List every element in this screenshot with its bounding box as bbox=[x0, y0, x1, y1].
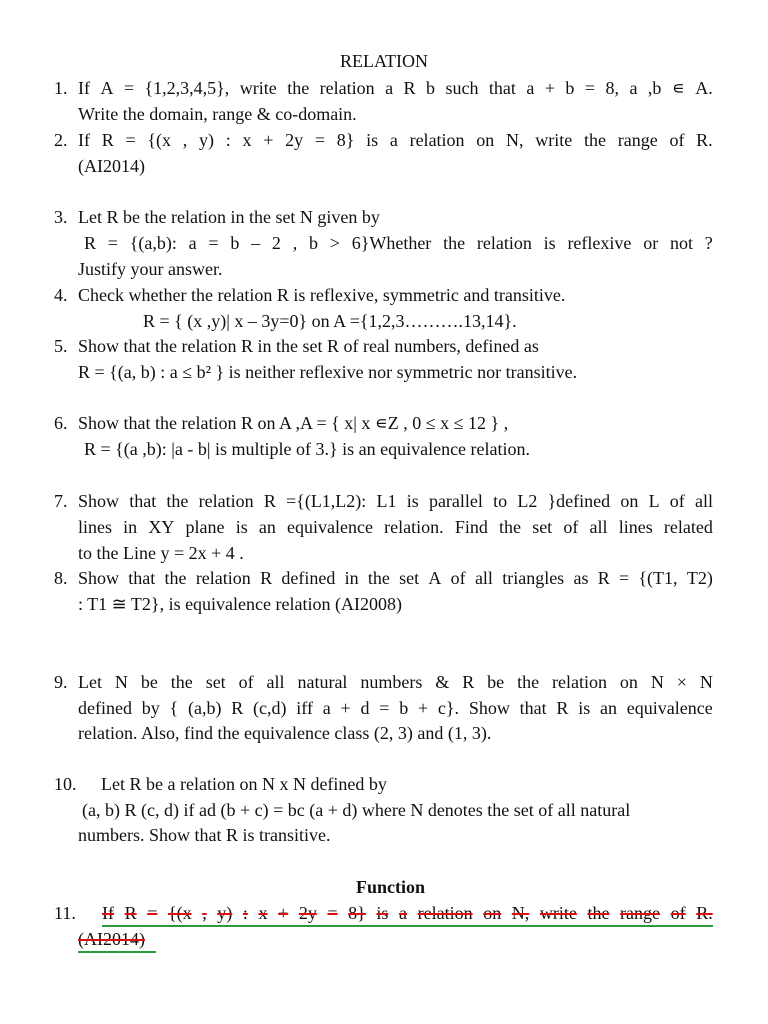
word: R bbox=[124, 903, 137, 923]
q5-line-1: Show that the relation R in the set R of real numbers, defined as bbox=[78, 336, 539, 356]
word: = bbox=[584, 78, 596, 98]
word: related bbox=[663, 517, 713, 537]
word: {1,2,3,4,5}, bbox=[144, 78, 230, 98]
q5-line-2: R = {(a, b) : a ≤ b² } is neither reflexive nor symmetric nor transitive. bbox=[78, 362, 578, 382]
word: the bbox=[517, 672, 540, 692]
word: { bbox=[169, 698, 179, 718]
word: is bbox=[235, 517, 248, 537]
word: L2 bbox=[517, 491, 538, 511]
word: is bbox=[543, 233, 556, 253]
word: all bbox=[266, 672, 285, 692]
word: (a,b) bbox=[187, 698, 222, 718]
word: }defined bbox=[547, 491, 611, 511]
word: A bbox=[428, 568, 442, 588]
word: be bbox=[140, 672, 158, 692]
word: Let bbox=[78, 672, 102, 692]
word: ∊ bbox=[671, 78, 685, 98]
word: an bbox=[258, 517, 276, 537]
word: equivalence bbox=[626, 698, 713, 718]
word: N bbox=[699, 672, 713, 692]
word: = bbox=[125, 130, 136, 150]
word: R bbox=[260, 568, 273, 588]
word: on bbox=[619, 672, 638, 692]
q1-number: 1. bbox=[54, 78, 68, 98]
word: = bbox=[379, 698, 390, 718]
q8-number: 8. bbox=[54, 568, 68, 588]
word: is bbox=[578, 698, 591, 718]
word: d bbox=[360, 698, 370, 718]
word: the bbox=[287, 78, 310, 98]
page-title: RELATION bbox=[340, 51, 428, 71]
word: , bbox=[182, 130, 188, 150]
word: defined bbox=[78, 698, 132, 718]
q6-number: 6. bbox=[54, 413, 68, 433]
word: = bbox=[123, 78, 135, 98]
word: + bbox=[278, 903, 289, 923]
word: + bbox=[263, 130, 274, 150]
word: – bbox=[251, 233, 261, 253]
q3-line-2 bbox=[84, 232, 713, 254]
word: is bbox=[406, 491, 419, 511]
word: R bbox=[84, 233, 97, 253]
word: range bbox=[620, 903, 661, 923]
word: XY bbox=[148, 517, 175, 537]
word: set bbox=[205, 672, 226, 692]
word: a bbox=[322, 698, 331, 718]
word: set bbox=[532, 517, 553, 537]
section-heading-function: Function bbox=[356, 877, 426, 897]
word: x bbox=[242, 130, 252, 150]
word: all bbox=[589, 517, 608, 537]
word: , bbox=[292, 233, 298, 253]
word: R bbox=[231, 698, 244, 718]
word: is bbox=[376, 903, 389, 923]
word: b bbox=[565, 78, 575, 98]
word: N, bbox=[511, 903, 530, 923]
word: b bbox=[230, 233, 240, 253]
word: natural bbox=[297, 672, 348, 692]
word: to bbox=[493, 491, 508, 511]
word: Show bbox=[78, 491, 120, 511]
q4-line-2: R = { (x ,y)| x – 3y=0} on A ={1,2,3……….13,14}. bbox=[143, 311, 517, 331]
word: the bbox=[443, 233, 466, 253]
word: R bbox=[556, 698, 569, 718]
word: or bbox=[643, 233, 659, 253]
q8-line-1 bbox=[78, 567, 713, 589]
word: ? bbox=[704, 233, 713, 253]
word: of bbox=[238, 672, 254, 692]
word: A bbox=[100, 78, 114, 98]
word: ,b bbox=[647, 78, 662, 98]
word: R bbox=[462, 672, 475, 692]
word: If bbox=[78, 78, 90, 98]
q2-line-1 bbox=[78, 129, 713, 151]
word: that bbox=[519, 698, 547, 718]
word: = bbox=[147, 903, 158, 923]
word: y) bbox=[198, 130, 214, 150]
word: a bbox=[399, 903, 408, 923]
word: 8} bbox=[348, 903, 366, 923]
q11-line-2: (AI2014) bbox=[78, 929, 145, 949]
q2-number: 2. bbox=[54, 130, 68, 150]
word: range bbox=[617, 130, 658, 150]
word: as bbox=[573, 568, 589, 588]
q5-number: 5. bbox=[54, 336, 68, 356]
word: is bbox=[366, 130, 379, 150]
word: + bbox=[417, 698, 429, 718]
word: write bbox=[539, 903, 577, 923]
word: of bbox=[669, 491, 685, 511]
word: write bbox=[239, 78, 277, 98]
q6-line-1: Show that the relation R on A ,A = { x| x ∊Z , 0 ≤ x ≤ 12 } , bbox=[78, 413, 509, 433]
word: Show bbox=[468, 698, 510, 718]
q4-line-1: Check whether the relation R is reflexive, symmetric and transitive. bbox=[78, 285, 566, 305]
word: = bbox=[314, 130, 325, 150]
word: 2y bbox=[298, 903, 317, 923]
word: : bbox=[225, 130, 231, 150]
word: on bbox=[476, 130, 495, 150]
word: 8, bbox=[605, 78, 619, 98]
word: R. bbox=[696, 903, 713, 923]
word: {(a,b): bbox=[129, 233, 177, 253]
word: of bbox=[670, 903, 686, 923]
word: parallel bbox=[428, 491, 483, 511]
word: {(x bbox=[167, 903, 192, 923]
word: the bbox=[170, 672, 193, 692]
word: , bbox=[202, 903, 207, 923]
word: : bbox=[242, 903, 248, 923]
word: the bbox=[499, 517, 522, 537]
word: 6}Whether bbox=[351, 233, 432, 253]
word: the bbox=[166, 491, 189, 511]
q7-line-3: to the Line y = 2x + 4 . bbox=[78, 543, 244, 563]
q11-number: 11. bbox=[54, 903, 76, 923]
q3-number: 3. bbox=[54, 207, 68, 227]
word: y) bbox=[217, 903, 233, 923]
word: lines bbox=[618, 517, 653, 537]
word: L1 bbox=[376, 491, 397, 511]
word: triangles bbox=[502, 568, 565, 588]
word: reflexive bbox=[567, 233, 632, 253]
word: the bbox=[583, 130, 606, 150]
word: of bbox=[669, 130, 685, 150]
word: R. bbox=[696, 130, 713, 150]
q10-line-1: Let R be a relation on N x N defined by bbox=[101, 774, 387, 794]
word: N, bbox=[506, 130, 524, 150]
word: If bbox=[102, 903, 114, 923]
word: that bbox=[129, 491, 157, 511]
word: the bbox=[367, 568, 390, 588]
q4-number: 4. bbox=[54, 285, 68, 305]
word: the bbox=[164, 568, 187, 588]
word: + bbox=[340, 698, 351, 718]
word: numbers bbox=[360, 672, 423, 692]
q9-line-3: relation. Also, find the equivalence class (2, 3) and (1, 3). bbox=[78, 723, 492, 743]
word: that bbox=[488, 78, 516, 98]
word: lines bbox=[78, 517, 112, 537]
word: an bbox=[600, 698, 617, 718]
word: of bbox=[563, 517, 579, 537]
word: N bbox=[114, 672, 128, 692]
word: relation bbox=[552, 672, 607, 692]
word: & bbox=[435, 672, 450, 692]
word: set bbox=[399, 568, 420, 588]
word: R bbox=[263, 491, 276, 511]
word: 2y bbox=[285, 130, 304, 150]
word: relation bbox=[319, 78, 375, 98]
q9-number: 9. bbox=[54, 672, 68, 692]
word: be bbox=[487, 672, 505, 692]
word: > bbox=[329, 233, 340, 253]
word: by bbox=[141, 698, 160, 718]
word: the bbox=[587, 903, 610, 923]
word: all bbox=[694, 491, 713, 511]
word: relation bbox=[198, 491, 254, 511]
q6-line-2: R = {(a ,b): |a - b| is multiple of 3.} is an equivalence relation. bbox=[84, 439, 531, 459]
word: 2 bbox=[271, 233, 281, 253]
word: Find bbox=[454, 517, 488, 537]
q7-number: 7. bbox=[54, 491, 68, 511]
word: a bbox=[629, 78, 638, 98]
word: equivalence bbox=[287, 517, 373, 537]
word: {(T1, bbox=[638, 568, 678, 588]
word: {(x bbox=[147, 130, 172, 150]
word: iff bbox=[296, 698, 313, 718]
word: ={(L1,L2): bbox=[286, 491, 367, 511]
word: + bbox=[544, 78, 555, 98]
word: not bbox=[669, 233, 693, 253]
word: = bbox=[208, 233, 219, 253]
word: relation bbox=[195, 568, 251, 588]
word: A. bbox=[695, 78, 713, 98]
q9-line-2 bbox=[78, 697, 713, 719]
q11-line-2-underline bbox=[78, 951, 156, 953]
q10-line-3: numbers. Show that R is transitive. bbox=[78, 825, 331, 845]
q1-line-1 bbox=[78, 77, 713, 99]
word: b bbox=[426, 78, 435, 98]
word: = bbox=[107, 233, 118, 253]
word: in bbox=[123, 517, 138, 537]
q7-line-1 bbox=[78, 490, 713, 512]
word: a bbox=[385, 78, 394, 98]
q10-number: 10. bbox=[54, 774, 77, 794]
word: L bbox=[648, 491, 660, 511]
q3-line-1: Let R be the relation in the set N given by bbox=[78, 207, 380, 227]
word: a bbox=[526, 78, 535, 98]
word: If bbox=[78, 130, 90, 150]
word: N bbox=[650, 672, 664, 692]
word: b bbox=[399, 698, 409, 718]
word: on bbox=[620, 491, 639, 511]
word: relation bbox=[476, 233, 532, 253]
q11-line-1-underline bbox=[102, 925, 713, 927]
word: x bbox=[258, 903, 268, 923]
q11-line-1 bbox=[102, 902, 713, 924]
word: (c,d) bbox=[253, 698, 287, 718]
word: = bbox=[619, 568, 630, 588]
word: R bbox=[403, 78, 416, 98]
word: on bbox=[483, 903, 502, 923]
word: × bbox=[676, 672, 687, 692]
word: relation. bbox=[384, 517, 444, 537]
word: of bbox=[450, 568, 466, 588]
word: b bbox=[308, 233, 318, 253]
word: in bbox=[344, 568, 359, 588]
word: a bbox=[188, 233, 197, 253]
word: write bbox=[535, 130, 573, 150]
q10-line-2: (a, b) R (c, d) if ad (b + c) = bc (a + d) where N denotes the set of all natural bbox=[82, 800, 631, 820]
word: a bbox=[389, 130, 398, 150]
word: relation bbox=[417, 903, 473, 923]
word: R bbox=[597, 568, 610, 588]
word: = bbox=[327, 903, 338, 923]
word: all bbox=[474, 568, 493, 588]
q2-line-2: (AI2014) bbox=[78, 156, 145, 176]
word: plane bbox=[185, 517, 225, 537]
word: Show bbox=[78, 568, 120, 588]
word: R bbox=[101, 130, 114, 150]
word: 8} bbox=[336, 130, 355, 150]
q7-line-2 bbox=[78, 516, 713, 538]
word: that bbox=[128, 568, 156, 588]
q1-line-2: Write the domain, range & co-domain. bbox=[78, 104, 357, 124]
q8-line-2: : T1 ≅ T2}, is equivalence relation (AI2008) bbox=[78, 594, 402, 614]
word: relation bbox=[409, 130, 465, 150]
word: T2) bbox=[686, 568, 713, 588]
q9-line-1 bbox=[78, 671, 713, 693]
word: defined bbox=[281, 568, 336, 588]
q3-line-3: Justify your answer. bbox=[78, 259, 223, 279]
word: c}. bbox=[437, 698, 460, 718]
word: such bbox=[445, 78, 479, 98]
